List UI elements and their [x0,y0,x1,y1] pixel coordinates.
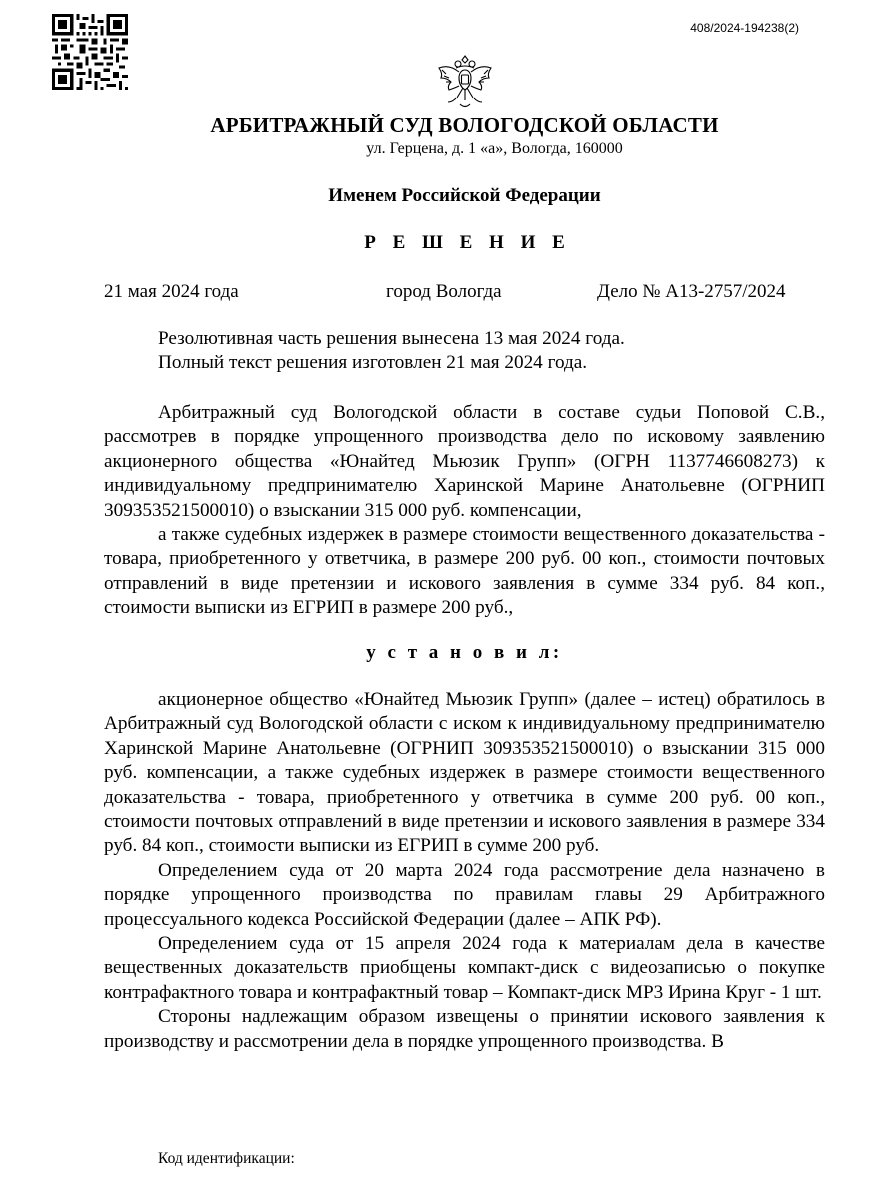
identification-code-label: Код идентификации: [158,1150,295,1167]
document-number: 408/2024-194238(2) [690,21,799,35]
preamble-block [104,401,825,621]
decision-date: 21 мая 2024 года [104,281,239,302]
intro-line: Резолютивная часть решения вынесена 13 мая 2024 года. [158,328,625,349]
intro-line: Полный текст решения изготовлен 21 мая 2024 года. [158,352,588,374]
decision-city: город Вологда [386,281,502,302]
case-number: Дело № А13-2757/2024 [597,281,786,302]
body-paragraph: Стороны надлежащим образом извещены о принятии искового заявления к производству и рассмотрении дела в порядке упрощенного производства. В [104,1006,825,1052]
intro-block [104,327,825,376]
court-address: ул. Герцена, д. 1 «а», Вологда, 160000 [366,140,623,157]
body-paragraph: Определением суда от 20 марта 2024 года рассмотрение дела назначено в порядке упрощенного производства по правилам главы 29 Арбитражного процессуального кодекса Российской Федерации (далее – АПК РФ). [104,859,825,930]
main-text-block [104,688,825,1054]
decision-title: Р Е Ш Е Н И Е [364,232,571,253]
coat-of-arms-icon [434,52,496,114]
body-paragraph: Определением суда от 15 апреля 2024 года к материалам дела в качестве вещественных доказательств приобщены компакт-диск с видеозаписью о покупке контрафактного товара и контрафактный товар – Компакт-диск MP3 Ирина Круг - 1 шт. [104,933,825,1003]
court-name: АРБИТРАЖНЫЙ СУД ВОЛОГОДСКОЙ ОБЛАСТИ [210,113,719,137]
established-heading: у с т а н о в и л: [366,642,563,663]
in-name-heading: Именем Российской Федерации [328,185,601,206]
preamble-paragraph: а также судебных издержек в размере стоимости вещественного доказательства - товара, приобретенного у ответчика, в размере 200 руб. 00 коп., стоимости почтовых отправлений в виде претензии и искового заявления в сумме 334 руб. 84 коп., стоимости выписки из ЕГРИП в размере 200 руб., [104,524,825,619]
qr-code-icon [52,14,128,90]
body-paragraph: акционерное общество «Юнайтед Мьюзик Групп» (далее – истец) обратилось в Арбитражный суд Вологодской области с иском к индивидуальному предпринимателю Харинской Марине Анатольевне (ОГРНИП 309353521500010) о взыскании 315 000 руб. компенсации, а также судебных издержек в размере стоимости вещественного доказательства - товара, приобретенного у ответчика в сумме 200 руб. 00 коп., стоимости почтовых отправлений в виде претензии и искового заявления в размере 334 руб. 84 коп., стоимости выписки из ЕГРИП в сумме 200 руб. [104,689,825,857]
preamble-paragraph: Арбитражный суд Вологодской области в составе судьи Поповой С.В., рассмотрев в порядке упрощенного производства дело по исковому заявлению акционерного общества «Юнайтед Мьюзик Групп» (ОГРН 1137746608273) к индивидуальному предпринимателю Харинской Марине Анатольевне (ОГРНИП 309353521500010) о взыскании 315 000 руб. компенсации, [104,402,825,521]
